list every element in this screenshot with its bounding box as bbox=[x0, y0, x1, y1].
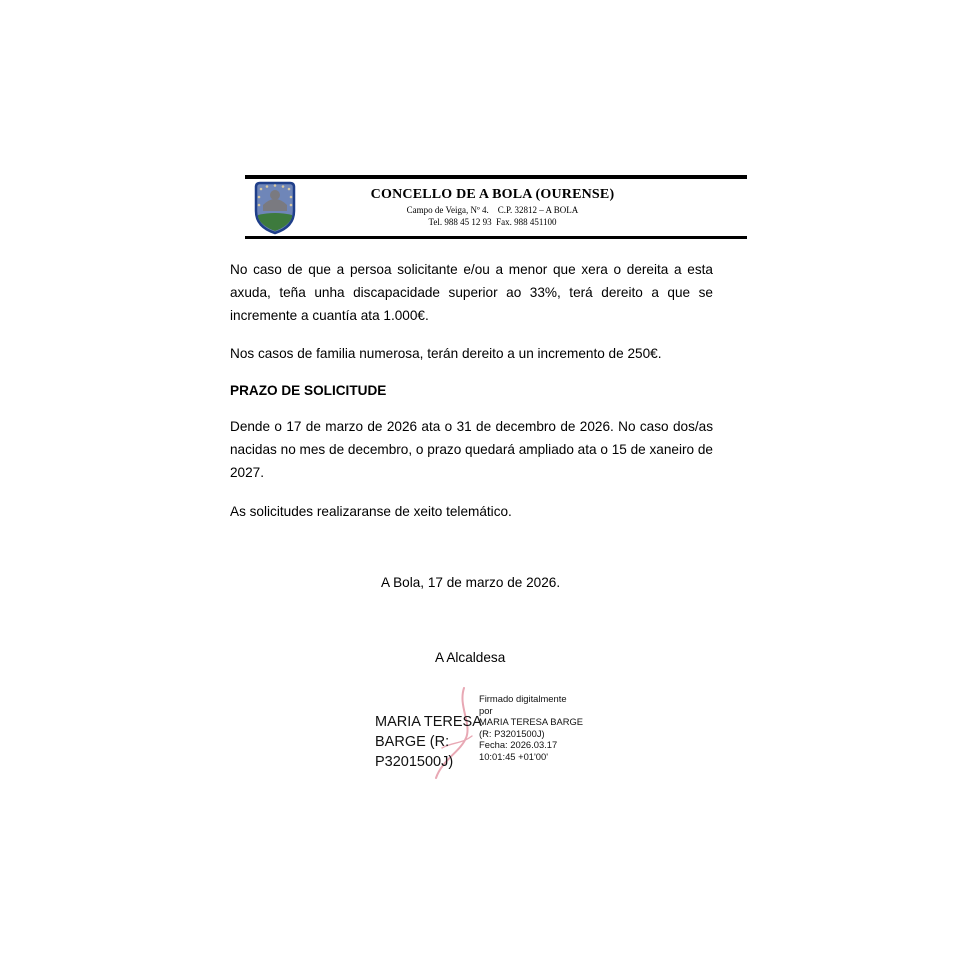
signature-detail-line: por bbox=[479, 704, 493, 716]
signature-name-line: P3201500J) bbox=[375, 754, 454, 770]
place-date: A Bola, 17 de marzo de 2026. bbox=[381, 575, 561, 590]
letterhead-top-rule bbox=[245, 175, 747, 179]
signature-details bbox=[479, 693, 589, 763]
signature-detail-line: MARIA TERESA BARGE bbox=[479, 716, 584, 728]
paragraph-large-family: Nos casos de familia numerosa, terán dereito a un incremento de 250€. bbox=[230, 346, 662, 361]
paragraph-disability-increment: No caso de que a persoa solicitante e/ou a menor que xera o dereita a esta axuda, teña unha discapacidade superior ao 33%, terá dereito a que se incremente a cuantía ata 1.000€. bbox=[230, 262, 713, 323]
section-heading-deadline: PRAZO DE SOLICITUDE bbox=[230, 383, 387, 398]
signature-name-line: MARIA TERESA bbox=[375, 714, 482, 730]
signature-detail-line: Fecha: 2026.03.17 bbox=[479, 739, 558, 751]
letterhead-address: Campo de Veiga, Nº 4. C.P. 32812 – A BOLA bbox=[406, 205, 579, 215]
paragraph-deadline-dates: Dende o 17 de marzo de 2026 ata o 31 de decembro de 2026. No caso dos/as nacidas no mes de decembro, o prazo quedará ampliado ata o 15 de xaneiro de 2027. bbox=[230, 419, 713, 480]
letterhead-bottom-rule bbox=[245, 236, 747, 239]
municipal-crest-icon bbox=[253, 181, 297, 235]
signature-name-line: BARGE (R: bbox=[375, 734, 450, 750]
signature-name bbox=[375, 712, 480, 772]
letterhead-title: CONCELLO DE A BOLA (OURENSE) bbox=[370, 187, 615, 202]
letterhead-phone: Tel. 988 45 12 93 Fax. 988 451100 bbox=[428, 217, 557, 227]
signature-detail-line: Firmado digitalmente bbox=[479, 693, 567, 704]
signature-detail-line: 10:01:45 +01'00' bbox=[479, 750, 549, 762]
signer-role: A Alcaldesa bbox=[435, 650, 506, 665]
paragraph-telematic: As solicitudes realizaranse de xeito telemático. bbox=[230, 504, 512, 519]
signature-detail-line: (R: P3201500J) bbox=[479, 727, 545, 739]
